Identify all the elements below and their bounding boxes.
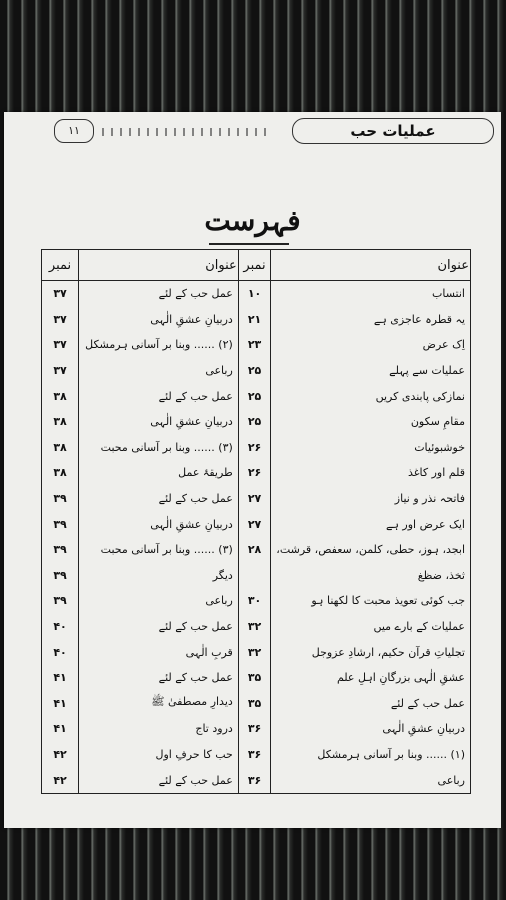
- toc-entry-page: ۳۰: [238, 588, 270, 614]
- toc-row: [42, 716, 471, 742]
- toc-entry-title: عمل حب کے لئے: [79, 665, 239, 691]
- toc-entry-title: دربیانِ عشقِ الٰہی: [271, 716, 471, 742]
- toc-entry-title: ابجد، ہوز، حطی، کلمن، سعفص، قرشت،: [271, 537, 471, 563]
- toc-row: [42, 639, 471, 665]
- toc-entry-title: فاتحہ نذر و نیاز: [271, 486, 471, 512]
- toc-entry-title: دیگر: [79, 563, 239, 589]
- toc-entry-page: ۲۶: [238, 435, 270, 461]
- toc-row: [42, 511, 471, 537]
- toc-entry-title: مقامِ سکون: [271, 409, 471, 435]
- toc-header-row: [42, 250, 471, 281]
- toc-entry-title: عملیات سے پہلے: [271, 358, 471, 384]
- toc-entry-title: خوشبوئیات: [271, 435, 471, 461]
- toc-entry-page: ۳۹: [42, 486, 79, 512]
- page-number: ۱۱: [54, 119, 94, 143]
- toc-entry-page: [238, 563, 270, 589]
- toc-entry-title: ایک عرض اور ہے: [271, 511, 471, 537]
- toc-entry-title: عمل حب کے لئے: [79, 767, 239, 793]
- toc-entry-title: دربیانِ عشقِ الٰہی: [79, 409, 239, 435]
- toc-entry-title: یہ قطرہ عاجزی ہے: [271, 307, 471, 333]
- toc-entry-page: ۳۹: [42, 537, 79, 563]
- toc-body: [42, 281, 471, 794]
- toc-entry-title: عمل حب کے لئے: [79, 383, 239, 409]
- toc-entry-page: ۳۵: [238, 691, 270, 717]
- toc-entry-title: نمازکی پابندی کریں: [271, 383, 471, 409]
- ornament-border: [99, 128, 269, 136]
- toc-entry-title: رباعی: [79, 588, 239, 614]
- toc-entry-page: ۳۸: [42, 435, 79, 461]
- toc-entry-page: ۲۳: [238, 332, 270, 358]
- toc-entry-page: ۳۶: [238, 767, 270, 793]
- toc-row: [42, 358, 471, 384]
- toc-entry-page: ۲۱: [238, 307, 270, 333]
- toc-entry-page: ۴۰: [42, 614, 79, 640]
- toc-row: [42, 281, 471, 307]
- toc-entry-page: ۳۷: [42, 281, 79, 307]
- toc-entry-title: دربیانِ عشقِ الٰہی: [79, 511, 239, 537]
- toc-entry-title: (۱) ...... وبنا بر آسانی ہرمشکل: [271, 742, 471, 768]
- toc-entry-page: ۲۵: [238, 409, 270, 435]
- toc-entry-title: انتساب: [271, 281, 471, 307]
- toc-entry-title: (۲) ...... وبنا بر آسانی ہرمشکل: [79, 332, 239, 358]
- toc-entry-page: ۴۲: [42, 742, 79, 768]
- toc-entry-page: ۳۹: [42, 588, 79, 614]
- running-title: عملیات حب: [292, 118, 494, 144]
- toc-entry-title: عمل حب کے لئے: [271, 691, 471, 717]
- toc-entry-page: ۲۷: [238, 511, 270, 537]
- toc-row: [42, 332, 471, 358]
- toc-entry-title: (۳) ...... وبنا بر آسانی محبت: [79, 435, 239, 461]
- toc-row: [42, 486, 471, 512]
- toc-entry-title: حب کا حرفِ اول: [79, 742, 239, 768]
- toc-entry-title: قلم اور کاغذ: [271, 460, 471, 486]
- toc-entry-page: ۴۱: [42, 665, 79, 691]
- toc-entry-title: دیدارِ مصطفیٰ ﷺ: [79, 691, 239, 717]
- toc-entry-page: ۲۸: [238, 537, 270, 563]
- toc-entry-title: طریقۂ عمل: [79, 460, 239, 486]
- toc-entry-page: ۳۸: [42, 383, 79, 409]
- toc-entry-title: ثخذ، ضظغ: [271, 563, 471, 589]
- col-title-header: عنوان: [271, 250, 471, 281]
- toc-entry-page: ۲۵: [238, 383, 270, 409]
- toc-entry-title: تجلیاتِ قرآن حکیم، ارشادِ عزوجل: [271, 639, 471, 665]
- toc-entry-page: ۴۰: [42, 639, 79, 665]
- toc-entry-page: ۳۸: [42, 460, 79, 486]
- page-heading: فہرست: [204, 204, 301, 237]
- toc-entry-page: ۳۲: [238, 639, 270, 665]
- toc-entry-title: اِک عرض: [271, 332, 471, 358]
- toc-entry-page: ۳۹: [42, 511, 79, 537]
- toc-entry-title: عشقِ الٰہی بزرگانِ اہلِ علم: [271, 665, 471, 691]
- toc-entry-title: عملیات کے بارے میں: [271, 614, 471, 640]
- toc-entry-page: ۲۷: [238, 486, 270, 512]
- toc-entry-page: ۳۷: [42, 332, 79, 358]
- toc-entry-title: عمل حب کے لئے: [79, 486, 239, 512]
- toc-entry-page: ۳۷: [42, 358, 79, 384]
- col-number-header: نمبر: [42, 250, 79, 281]
- toc-entry-page: ۲۵: [238, 358, 270, 384]
- toc-row: [42, 460, 471, 486]
- toc-row: [42, 409, 471, 435]
- toc-row: [42, 767, 471, 793]
- toc-entry-page: ۴۱: [42, 691, 79, 717]
- toc-entry-title: رباعی: [271, 767, 471, 793]
- toc-row: [42, 307, 471, 333]
- toc-row: [42, 563, 471, 589]
- toc-entry-title: دربیانِ عشقِ الٰہی: [79, 307, 239, 333]
- toc-row: [42, 383, 471, 409]
- toc-row: [42, 691, 471, 717]
- toc-entry-page: ۳۵: [238, 665, 270, 691]
- toc-entry-page: ۳۶: [238, 716, 270, 742]
- toc-entry-page: ۳۸: [42, 409, 79, 435]
- toc-row: [42, 537, 471, 563]
- col-number-header: نمبر: [238, 250, 270, 281]
- toc-row: [42, 614, 471, 640]
- toc-entry-page: ۳۲: [238, 614, 270, 640]
- book-page: [4, 112, 501, 828]
- toc-row: [42, 588, 471, 614]
- toc-entry-page: ۳۶: [238, 742, 270, 768]
- toc-entry-title: جب کوئی تعویذ محبت کا لکھنا ہو: [271, 588, 471, 614]
- page-header: [54, 118, 494, 144]
- toc-row: [42, 435, 471, 461]
- toc-entry-title: عمل حب کے لئے: [79, 281, 239, 307]
- toc-entry-page: ۳۷: [42, 307, 79, 333]
- toc-entry-page: ۴۱: [42, 716, 79, 742]
- toc-entry-title: قربِ الٰہی: [79, 639, 239, 665]
- toc-row: [42, 665, 471, 691]
- toc-row: [42, 742, 471, 768]
- toc-entry-title: (۳) ...... وبنا بر آسانی محبت: [79, 537, 239, 563]
- col-title-header: عنوان: [79, 250, 239, 281]
- heading-underline: [209, 243, 289, 245]
- toc-table: [41, 249, 471, 794]
- toc-entry-title: رباعی: [79, 358, 239, 384]
- toc-entry-page: ۱۰: [238, 281, 270, 307]
- toc-entry-title: عمل حب کے لئے: [79, 614, 239, 640]
- toc-entry-page: ۳۹: [42, 563, 79, 589]
- toc-entry-title: درود تاج: [79, 716, 239, 742]
- toc-entry-page: ۴۲: [42, 767, 79, 793]
- toc-entry-page: ۲۶: [238, 460, 270, 486]
